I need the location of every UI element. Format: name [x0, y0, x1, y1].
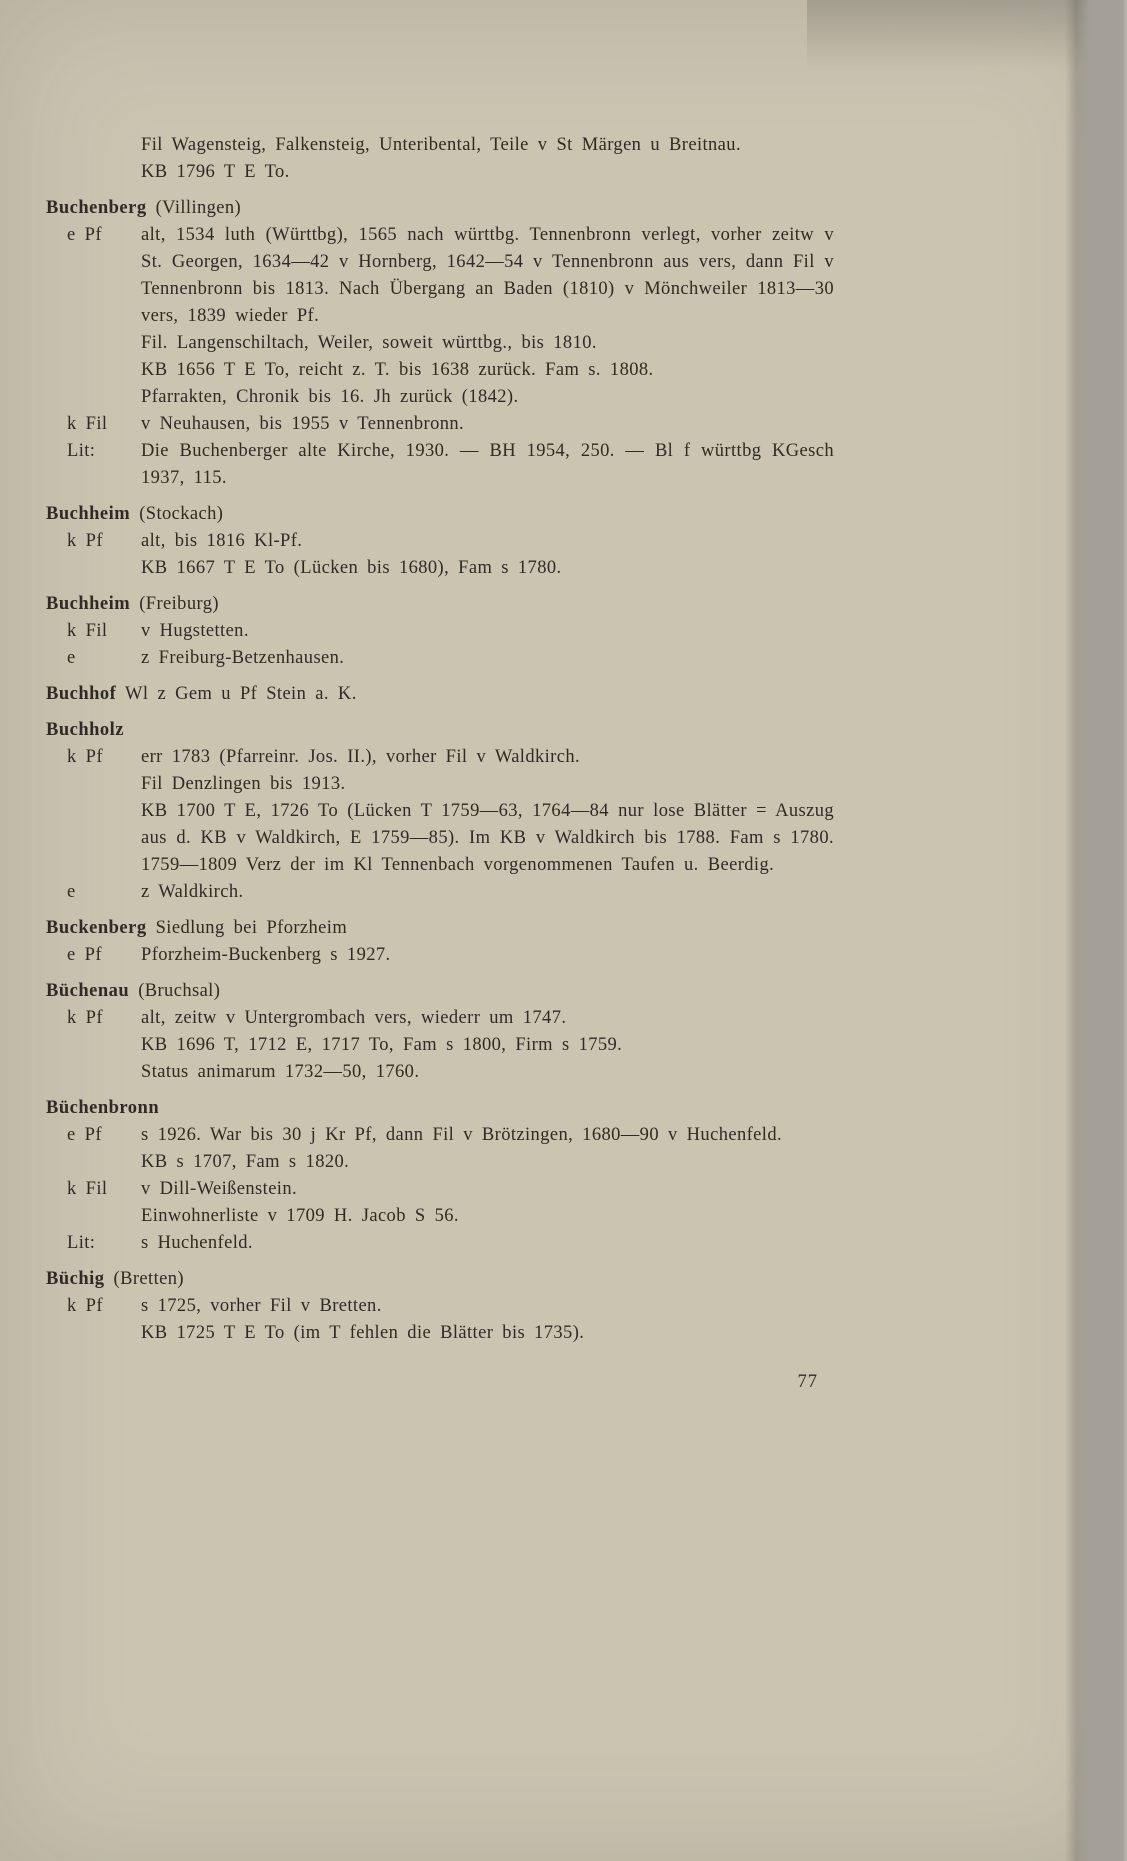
item-label: k Fil	[67, 1179, 108, 1199]
item-paragraphs	[141, 438, 834, 492]
entry-paragraph: Fil Wagensteig, Falkensteig, Unteribental, Teile v St Märgen u Breitnau.	[141, 135, 741, 155]
directory-entry	[46, 132, 834, 186]
item-label: e	[67, 648, 76, 668]
entry-heading	[46, 1095, 834, 1122]
entry-paragraph: Pforzheim-Buckenberg s 1927.	[141, 945, 391, 965]
directory-entry	[46, 681, 834, 708]
entry-heading-rest: (Bruchsal)	[129, 981, 221, 1001]
entry-paragraph: KB 1656 T E To, reicht z. T. bis 1638 zurück. Fam s. 1808.	[141, 360, 654, 380]
item-label: k Pf	[67, 531, 103, 551]
item-paragraphs	[141, 1293, 834, 1347]
entry-paragraph: KB 1700 T E, 1726 To (Lücken T 1759—63, 1764—84 nur lose Blätter = Auszug aus d. KB v Waldkirch, E 1759—85). Im KB v Waldkirch bis 1788. Fam s 1780. 1759—1809 Verz der im Kl Tennenbach vorgenommenen Taufen u. Beerdig.	[141, 801, 834, 875]
entry-paragraph: Pfarrakten, Chronik bis 16. Jh zurück (1842).	[141, 387, 519, 407]
entry-item	[46, 132, 834, 186]
entry-name: Buchheim	[46, 594, 131, 614]
entry-item	[46, 222, 834, 411]
entry-paragraph: s 1926. War bis 30 j Kr Pf, dann Fil v Brötzingen, 1680—90 v Huchenfeld.	[141, 1125, 782, 1145]
entry-heading	[46, 195, 834, 222]
entry-paragraph: s 1725, vorher Fil v Bretten.	[141, 1296, 382, 1316]
directory-entry	[46, 915, 834, 969]
directory-entry	[46, 978, 834, 1086]
entry-paragraph: Einwohnerliste v 1709 H. Jacob S 56.	[141, 1206, 459, 1226]
item-label: k Pf	[67, 1296, 103, 1316]
entry-heading	[46, 717, 834, 744]
entry-heading	[46, 978, 834, 1005]
entry-paragraph: Status animarum 1732—50, 1760.	[141, 1062, 420, 1082]
item-label: k Pf	[67, 747, 103, 767]
directory-entry	[46, 1095, 834, 1257]
item-paragraphs	[141, 1122, 834, 1176]
entry-paragraph: v Neuhausen, bis 1955 v Tennenbronn.	[141, 414, 465, 434]
entry-heading-rest: (Bretten)	[104, 1269, 184, 1289]
item-paragraphs	[141, 645, 834, 672]
entry-heading-rest: (Stockach)	[130, 504, 224, 524]
entry-paragraph: err 1783 (Pfarreinr. Jos. II.), vorher Fil v Waldkirch.	[141, 747, 581, 767]
item-label: k Fil	[67, 414, 108, 434]
entry-paragraph: z Freiburg-Betzenhausen.	[141, 648, 345, 668]
entry-paragraph: KB s 1707, Fam s 1820.	[141, 1152, 350, 1172]
item-label: e Pf	[67, 225, 102, 245]
entry-name: Buchhof	[46, 684, 117, 704]
entry-item	[46, 1122, 834, 1176]
entry-name: Buckenberg	[46, 918, 147, 938]
entry-name: Büchig	[46, 1269, 105, 1289]
entry-heading-rest: (Villingen)	[146, 198, 242, 218]
item-label: Lit:	[67, 441, 96, 461]
entry-item	[46, 645, 834, 672]
item-paragraphs	[141, 528, 834, 582]
item-label: e Pf	[67, 1125, 102, 1145]
entry-item	[46, 744, 834, 879]
entry-item	[46, 411, 834, 438]
entry-heading	[46, 681, 834, 708]
item-paragraphs	[141, 1230, 834, 1257]
entry-paragraph: v Hugstetten.	[141, 621, 249, 641]
entry-heading	[46, 1266, 834, 1293]
entry-heading	[46, 915, 834, 942]
entry-paragraph: KB 1696 T, 1712 E, 1717 To, Fam s 1800, Firm s 1759.	[141, 1035, 623, 1055]
item-paragraphs	[141, 411, 834, 438]
entry-paragraph: KB 1725 T E To (im T fehlen die Blätter bis 1735).	[141, 1323, 585, 1343]
entry-item	[46, 1293, 834, 1347]
directory-entry	[46, 591, 834, 672]
entry-paragraph: KB 1796 T E To.	[141, 162, 290, 182]
entry-paragraph: KB 1667 T E To (Lücken bis 1680), Fam s 1780.	[141, 558, 562, 578]
directory-entry	[46, 1266, 834, 1347]
entry-paragraph: s Huchenfeld.	[141, 1233, 253, 1253]
entry-heading	[46, 591, 834, 618]
entry-item	[46, 438, 834, 492]
item-label: Lit:	[67, 1233, 96, 1253]
entry-name: Büchenau	[46, 981, 130, 1001]
entry-heading-rest: Wl z Gem u Pf Stein a. K.	[116, 684, 357, 704]
directory-entry	[46, 195, 834, 492]
entry-item	[46, 1230, 834, 1257]
entry-paragraph: Fil Denzlingen bis 1913.	[141, 774, 346, 794]
entry-name: Buchholz	[46, 720, 125, 740]
entry-paragraph: z Waldkirch.	[141, 882, 244, 902]
entry-heading-rest: Siedlung bei Pforzheim	[146, 918, 348, 938]
entry-item	[46, 1005, 834, 1086]
item-paragraphs	[141, 1005, 834, 1086]
scan-edge-shadow	[1065, 0, 1127, 1861]
entry-item	[46, 618, 834, 645]
item-paragraphs	[141, 618, 834, 645]
item-paragraphs	[141, 942, 834, 969]
entry-item	[46, 1176, 834, 1230]
directory-entry	[46, 501, 834, 582]
page-number: 77	[797, 1372, 818, 1392]
entry-paragraph: Fil. Langenschiltach, Weiler, soweit württbg., bis 1810.	[141, 333, 597, 353]
entry-item	[46, 528, 834, 582]
page-content	[46, 132, 834, 1347]
item-paragraphs	[141, 879, 834, 906]
item-paragraphs	[141, 222, 834, 411]
entry-paragraph: alt, zeitw v Untergrombach vers, wiederr um 1747.	[141, 1008, 567, 1028]
entry-paragraph: v Dill-Weißenstein.	[141, 1179, 298, 1199]
item-label: e Pf	[67, 945, 102, 965]
entry-item	[46, 879, 834, 906]
entry-name: Buchenberg	[46, 198, 147, 218]
item-label: k Pf	[67, 1008, 103, 1028]
entry-paragraph: alt, bis 1816 Kl-Pf.	[141, 531, 303, 551]
entry-paragraph: alt, 1534 luth (Württbg), 1565 nach württbg. Tennenbronn verlegt, vorher zeitw v St. Georgen, 1634—42 v Hornberg, 1642—54 v Tennenbronn aus vers, dann Fil v Tennenbronn bis 1813. Nach Übergang an Baden (1810) v Mönchweiler 1813—30 vers, 1839 wieder Pf.	[141, 225, 834, 326]
item-paragraphs	[141, 132, 834, 186]
entry-item	[46, 942, 834, 969]
item-label: k Fil	[67, 621, 108, 641]
directory-entry	[46, 717, 834, 906]
item-paragraphs	[141, 1176, 834, 1230]
entry-name: Buchheim	[46, 504, 131, 524]
item-paragraphs	[141, 744, 834, 879]
entry-heading-rest: (Freiburg)	[130, 594, 219, 614]
entry-heading	[46, 501, 834, 528]
entry-name: Büchenbronn	[46, 1098, 160, 1118]
entry-paragraph: Die Buchenberger alte Kirche, 1930. — BH 1954, 250. — Bl f württbg KGesch 1937, 115.	[141, 441, 834, 488]
item-label: e	[67, 882, 76, 902]
